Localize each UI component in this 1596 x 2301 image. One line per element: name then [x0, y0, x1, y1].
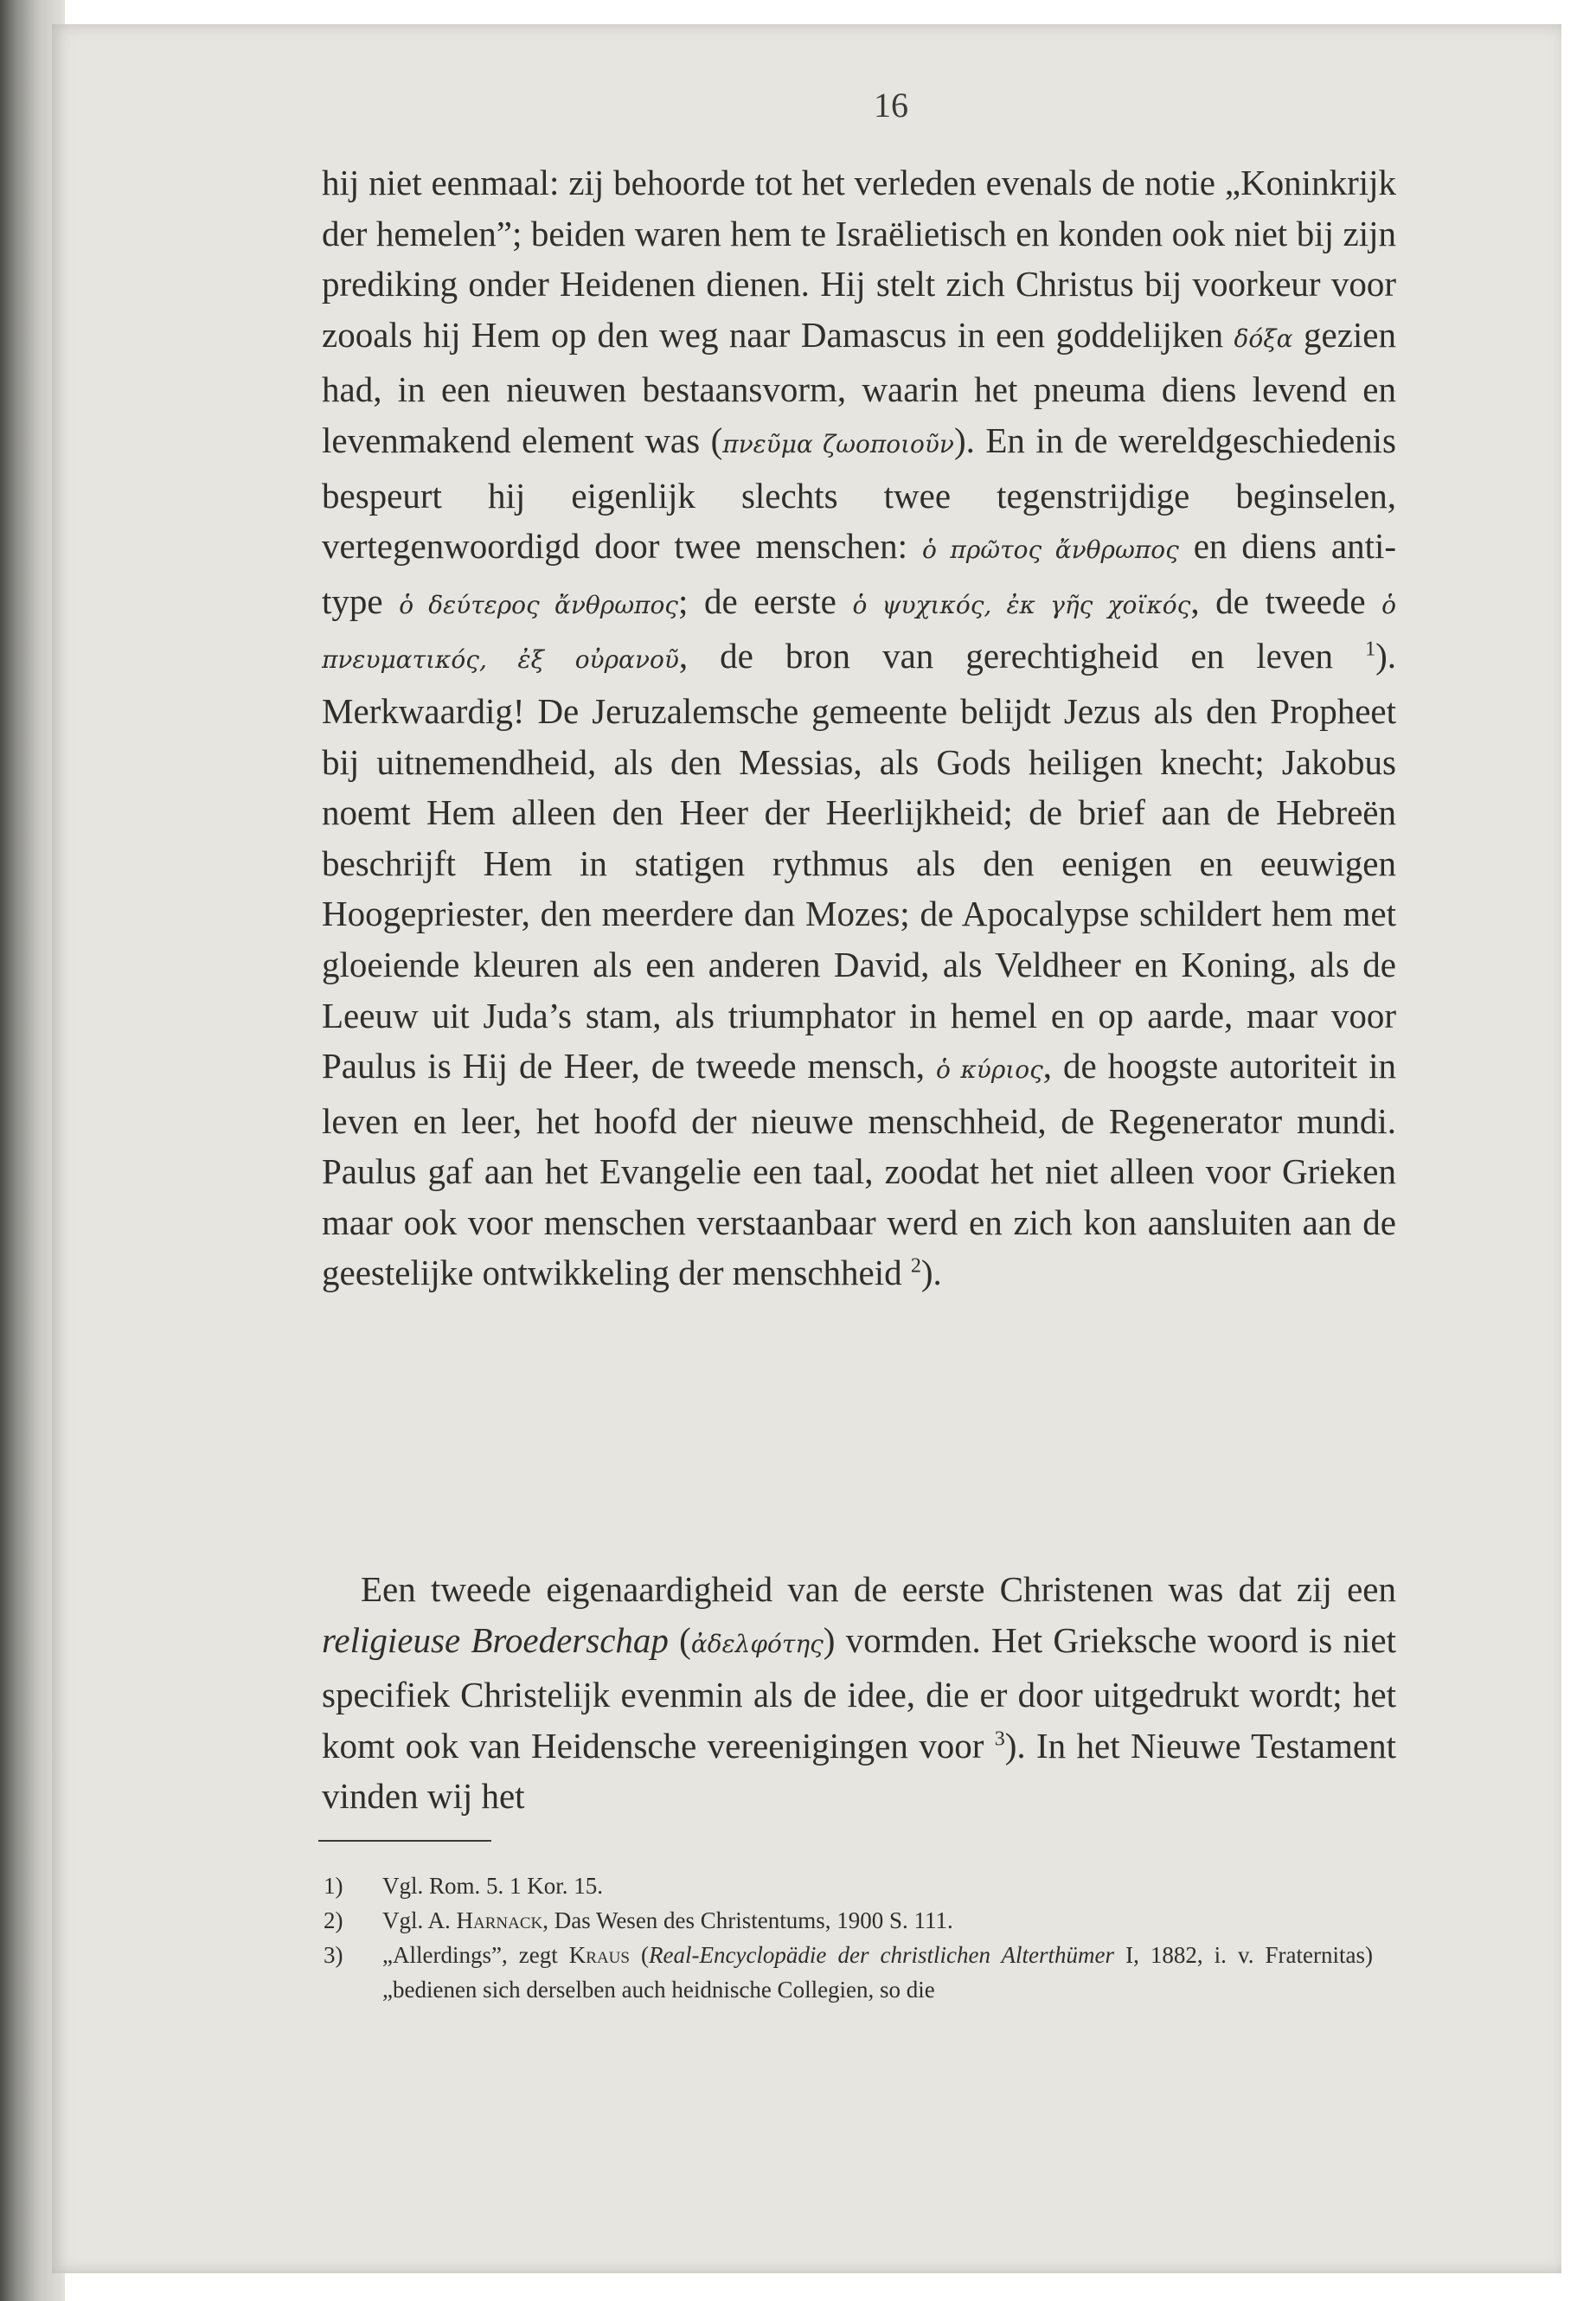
page-number: 16	[874, 86, 908, 125]
footnotes	[322, 1868, 1373, 2007]
footnote-1	[322, 1868, 1373, 1903]
greek-word-doxa: δόξα	[1234, 324, 1293, 353]
footnote-text: (	[629, 1942, 650, 1968]
footnote-text: I, 1882, i. v. Fraternitas) „bedienen sich derselben auch heidnische Collegien, so die	[382, 1942, 1373, 2003]
footnote-work-title: Real-Encyclopädie der christlichen Alterthümer	[649, 1942, 1115, 1968]
footnote-ref-3[interactable]: 3	[994, 1727, 1005, 1751]
footnote-mark: 2)	[324, 1907, 343, 1933]
text-run: en diens anti-type	[322, 526, 1397, 621]
text-run: hij niet eenmaal: zij behoorde tot het verleden evenals de notie „Koninkrijk der hemelen”; beiden waren hem te Israëlietisch en konden ook niet bij zijn prediking onder Heidenen dienen. Hij stelt zich Christus bij voorkeur voor zooals hij Hem op den weg naar Damascus in een goddelijken	[322, 163, 1396, 355]
footnote-2	[322, 1903, 1373, 1938]
greek-phrase-kyrios: ὁ κύριος	[935, 1055, 1043, 1085]
text-run: , de tweede	[1190, 580, 1382, 621]
footnote-separator	[318, 1840, 491, 1842]
text-run: ).	[920, 1253, 942, 1293]
paragraph-paulus-christology	[322, 157, 1396, 1298]
greek-phrase-first-man: ὁ πρῶτος ἄνθρωπος	[921, 535, 1179, 565]
text-run: ; de eerste	[677, 580, 853, 621]
footnote-author: Harnack	[456, 1907, 543, 1933]
greek-phrase-pneuma: πνεῦμα ζωοποιοῦν	[722, 429, 954, 458]
text-run: ). In het Nieuwe Testament vinden wij het	[322, 1725, 1396, 1817]
greek-phrase-pneumatikos: ὁ πνευματικός, ἐξ οὐρανοῦ	[322, 590, 1396, 675]
text-run: ). Merkwaardig! De Jeruzalemsche gemeente belijdt Jezus als den Propheet bij uitnemendheid, als den Messias, als Gods heiligen knecht; Jakobus noemt Hem alleen den Heer der Heerlijkheid; de brief aan de Hebreën beschrijft Hem in statigen rythmus als den eenigen en eeuwigen Hoogepriester, den meerdere dan Mozes; de Apocalypse schildert hem met gloeiende kleuren als een anderen David, als Veldheer en Koning, als de Leeuw uit Juda’s stam, als triumphator in hemel en op aarde, maar voor Paulus is Hij de Heer, de tweede mensch,	[322, 636, 1396, 1086]
footnote-text: Vgl. A.	[382, 1907, 457, 1933]
greek-phrase-second-man: ὁ δεύτερος ἄνθρωπος	[399, 590, 678, 619]
text-run: (	[668, 1619, 691, 1660]
footnote-ref-1[interactable]: 1	[1365, 638, 1376, 661]
text-run: gezien had, in een nieuwen bestaansvorm, waarin het pneuma diens levend en levenmakend element was (	[322, 314, 1397, 460]
footnote-text: Vgl. Rom. 5. 1 Kor. 15.	[382, 1873, 604, 1899]
text-run: ) vormden. Het Grieksche woord is niet specifiek Christelijk evenmin als de idee, die er door uitgedrukt wordt; het komt ook van Heidensche vereenigingen voor	[322, 1619, 1396, 1766]
footnote-ref-2[interactable]: 2	[910, 1254, 921, 1278]
footnote-text: , Das Wesen des Christentums, 1900 S. 111.	[542, 1907, 953, 1933]
text-run: , de bron van gerechtigheid en leven	[678, 636, 1366, 676]
footnote-author: Kraus	[568, 1942, 630, 1968]
footnote-3	[322, 1938, 1373, 2007]
text-run: ). En in de wereldgeschiedenis bespeurt hij eigenlijk slechts twee tegenstrijdige beginselen, vertegenwoordigd door twee menschen:	[322, 420, 1396, 567]
paragraph-broederschap	[322, 1564, 1396, 1822]
text-run: Een tweede eigenaardigheid van de eerste Christenen was dat zij een	[361, 1569, 1396, 1609]
text-run: , de hoogste autoriteit in leven en leer, het hoofd der nieuwe menschheid, de Regenerator mundi. Paulus gaf aan het Evangelie een taal, zoodat het niet alleen voor Grieken maar ook voor menschen verstaanbaar werd en zich kon aansluiten aan de geestelijke ontwikkeling der menschheid	[322, 1046, 1396, 1293]
italic-term-broederschap: religieuse Broederschap	[322, 1619, 669, 1660]
footnote-text: „Allerdings”, zegt	[382, 1942, 569, 1968]
greek-word-adelphotes: ἀδελφότης	[690, 1629, 824, 1658]
footnote-mark: 1)	[324, 1873, 343, 1899]
greek-phrase-psychikos: ὁ ψυχικός, ἐκ γῆς χοϊκός	[852, 590, 1191, 619]
footnote-mark: 3)	[324, 1942, 343, 1968]
